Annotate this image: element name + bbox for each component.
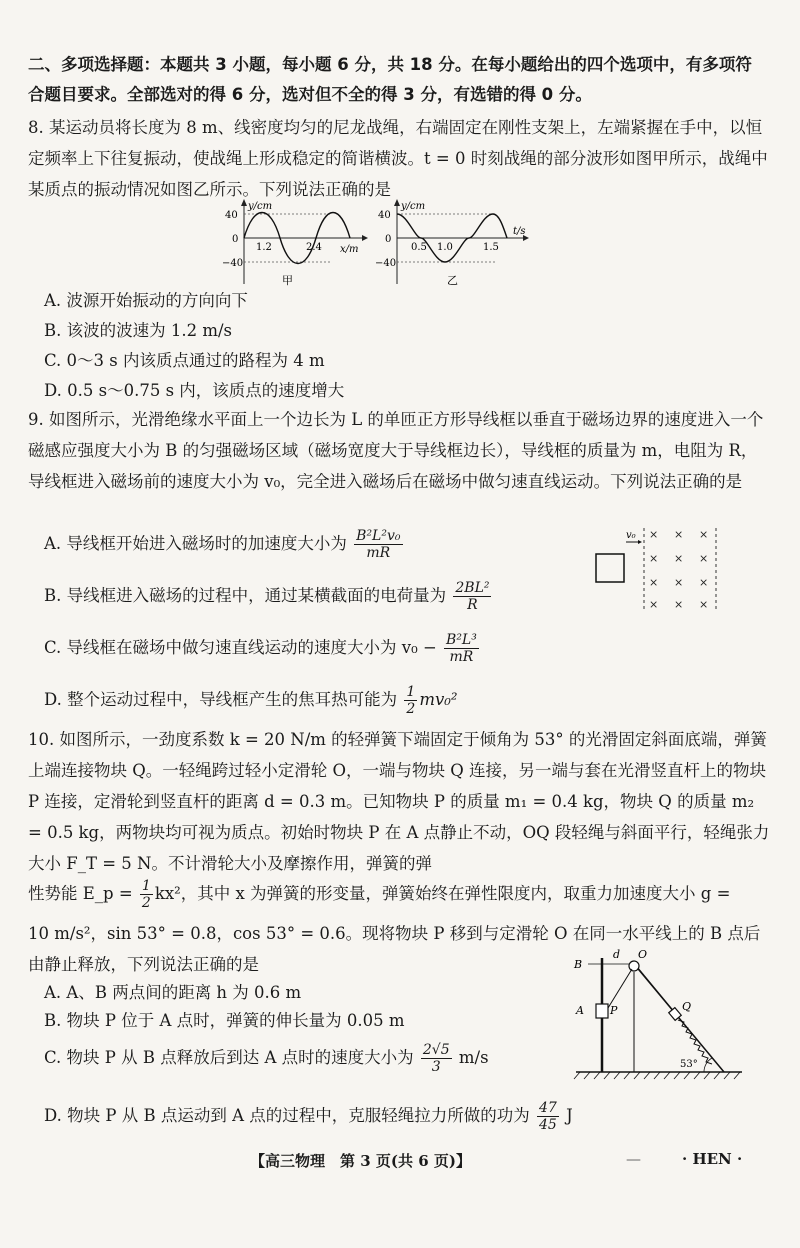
footer-code: · HEN · xyxy=(682,1150,743,1168)
q9-a-num: B²L²v₀ xyxy=(356,528,401,544)
fig-b-xtick-1: 0.5 xyxy=(411,242,427,253)
section-title: 二、多项选择题：本题共 3 小题，每小题 6 分，共 18 分。在每小题给出的四个选项中，有多项符合题目要求。全部选对的得 6 分，选对但不全的得 3 分，有选错的得 0 分。 xyxy=(28,55,752,104)
q8-option-d: D. 0.5 s～0.75 s 内，该质点的速度增大 xyxy=(44,381,345,400)
q9-option-d xyxy=(44,684,458,717)
footer-page-info: 【高三物理 第 3 页(共 6 页)】 xyxy=(250,1152,471,1170)
q10-d-den: 45 xyxy=(539,1117,557,1133)
fig-b-ylabel: y/cm xyxy=(401,201,426,212)
q9-option-a-text: A. 导线框开始进入磁场时的加速度大小为 xyxy=(44,534,347,553)
field-cross: × xyxy=(674,576,684,589)
velocity-label: v₀ xyxy=(626,530,636,541)
q9-b-num: 2BL² xyxy=(455,580,490,596)
fig-a-xtick-1: 1.2 xyxy=(256,242,272,253)
block-P xyxy=(596,1004,608,1018)
field-cross: × xyxy=(649,528,659,541)
field-cross: × xyxy=(649,598,659,611)
field-cross: × xyxy=(699,576,709,589)
pulley xyxy=(629,961,639,971)
fig-a-xlabel: x/m xyxy=(340,244,359,255)
spring xyxy=(678,1020,712,1064)
fig-a-ytick-40: 40 xyxy=(225,210,238,221)
footer-dash: — xyxy=(626,1150,641,1168)
q9-option-b-text: B. 导线框进入磁场的过程中，通过某横截面的电荷量为 xyxy=(44,586,447,605)
q10-option-d-text: D. 物块 P 从 B 点运动到 A 点的过程中，克服轻绳拉力所做的功为 xyxy=(44,1106,530,1125)
q9-d-num: 1 xyxy=(406,684,416,700)
q10-option-c xyxy=(44,1042,489,1075)
q10-d-num: 47 xyxy=(539,1100,557,1116)
q9-c-den: mR xyxy=(449,649,474,665)
fig-b-xlabel: t/s xyxy=(513,226,526,237)
label-A: A xyxy=(576,1004,584,1017)
fig-b-xtick-3: 1.5 xyxy=(483,242,499,253)
field-cross: × xyxy=(674,528,684,541)
label-B: B xyxy=(574,958,583,971)
label-angle: 53° xyxy=(680,1059,698,1070)
q9-option-a xyxy=(44,528,405,561)
fig-a-xtick-2: 2.4 xyxy=(306,242,322,253)
q10-c-num: 2√5 xyxy=(422,1042,450,1058)
field-cross: × xyxy=(674,552,684,565)
fig-b-xtick-2: 1.0 xyxy=(437,242,453,253)
fig-b-ytick-neg40: −40 xyxy=(375,258,397,269)
q10-d-unit: J xyxy=(566,1106,573,1125)
label-Q: Q xyxy=(682,1000,692,1013)
q9-b-den: R xyxy=(467,597,478,613)
q9-option-d-fraction xyxy=(404,684,417,717)
q9-magnetic-field-figure xyxy=(590,524,720,616)
square-loop xyxy=(596,554,624,582)
q10-ep-text: 性势能 E_p = xyxy=(28,884,133,903)
q9-c-num: B²L³ xyxy=(446,632,477,648)
q9-option-c-fraction xyxy=(444,632,479,665)
q8-wave-figure-a xyxy=(222,198,372,290)
q9-option-c-text: C. 导线框在磁场中做匀速直线运动的速度大小为 v₀ − xyxy=(44,638,437,657)
q10-stem-part1: 10. 如图所示，一劲度系数 k = 20 N/m 的轻弹簧下端固定于倾角为 53° 的光滑固定斜面底端，弹簧上端连接物块 Q。一轻绳跨过轻小定滑轮 O，一端与物块 Q 连接，另一端与套在光滑竖直杆上的物块 P 连接，定滑轮到竖直杆的距离 d = 0.3 m。已知物块 P 的质量 m₁ = 0.4 kg，物块 Q 的质量 m₂ = 0.5 kg，两物块均可视为质点。初始时物块 P 在 A 点静止不动，OQ 段轻绳与斜面平行，轻绳张力大小 F_T = 5 N。不计滑轮大小及摩擦作用，弹簧的弹 xyxy=(28,730,770,873)
field-cross: × xyxy=(649,552,659,565)
q10-option-c-fraction xyxy=(421,1042,452,1075)
field-cross: × xyxy=(699,528,709,541)
q9-option-b-fraction xyxy=(453,580,491,613)
q10-stem-part3: 10 m/s²，sin 53° = 0.8，cos 53° = 0.6。现将物块 P 移到与定滑轮 O 在同一水平线上的 B 点后由静止释放，下列说法正确的是 xyxy=(28,924,761,974)
label-d: d xyxy=(613,948,621,961)
q9-option-a-fraction xyxy=(354,528,402,561)
q10-option-b: B. 物块 P 位于 A 点时，弹簧的伸长量为 0.05 m xyxy=(44,1011,405,1030)
q10-option-c-text: C. 物块 P 从 B 点释放后到达 A 点时的速度大小为 xyxy=(44,1048,414,1067)
q9-option-d-text: D. 整个运动过程中，导线框产生的焦耳热可能为 xyxy=(44,690,398,709)
label-P: P xyxy=(610,1004,618,1017)
q10-ep-fraction xyxy=(140,878,153,911)
fig-b-caption: 乙 xyxy=(447,274,458,287)
q10-stem-part2 xyxy=(28,876,773,912)
fig-a-ytick-neg40: −40 xyxy=(222,258,244,269)
q10-incline-figure xyxy=(566,948,748,1084)
field-cross: × xyxy=(674,598,684,611)
q10-option-d xyxy=(44,1100,573,1133)
field-cross: × xyxy=(699,552,709,565)
q9-d-tail: mv₀² xyxy=(419,690,458,709)
q8-option-b: B. 该波的波速为 1.2 m/s xyxy=(44,321,233,340)
fig-b-ytick-0: 0 xyxy=(385,234,392,245)
q10-ep-rest: kx²，其中 x 为弹簧的形变量，弹簧始终在弹性限度内，取重力加速度大小 g = xyxy=(154,884,731,903)
field-cross: × xyxy=(699,598,709,611)
q8-vibration-figure-b xyxy=(375,198,535,290)
q10-option-a: A. A、B 两点间的距离 h 为 0.6 m xyxy=(44,983,302,1002)
q10-option-d-fraction xyxy=(537,1100,559,1133)
q9-option-b xyxy=(44,580,493,613)
q9-d-den: 2 xyxy=(406,701,416,717)
q8-stem: 8. 某运动员将长度为 8 m、线密度均匀的尼龙战绳，右端固定在刚性支架上，左端紧握在手中，以恒定频率上下往复振动，使战绳上形成稳定的简谐横波。t = 0 时刻战绳的部分波形如图甲所示，战绳中某质点的振动情况如图乙所示。下列说法正确的是 xyxy=(28,118,768,199)
q10-ep-num: 1 xyxy=(141,878,151,894)
fig-a-ytick-0: 0 xyxy=(232,234,239,245)
q9-stem: 9. 如图所示，光滑绝缘水平面上一个边长为 L 的单匝正方形导线框以垂直于磁场边界的速度进入一个磁感应强度大小为 B 的匀强磁场区域（磁场宽度大于导线框边长），导线框的质量为 m，电阻为 R，导线框进入磁场前的速度大小为 v₀，完全进入磁场后在磁场中做匀速直线运动。下列说法正确的是 xyxy=(28,410,764,491)
label-O: O xyxy=(638,948,648,961)
fig-b-ytick-40: 40 xyxy=(378,210,391,221)
q10-ep-den: 2 xyxy=(141,895,151,911)
field-cross: × xyxy=(649,576,659,589)
q8-option-a: A. 波源开始振动的方向向下 xyxy=(44,291,248,310)
q10-c-unit: m/s xyxy=(458,1048,489,1067)
q10-c-den: 3 xyxy=(431,1059,441,1075)
q9-option-c xyxy=(44,632,481,665)
q9-a-den: mR xyxy=(366,545,391,561)
q8-option-c: C. 0～3 s 内该质点通过的路程为 4 m xyxy=(44,351,325,370)
fig-a-caption: 甲 xyxy=(282,274,293,287)
fig-a-ylabel: y/cm xyxy=(248,201,273,212)
